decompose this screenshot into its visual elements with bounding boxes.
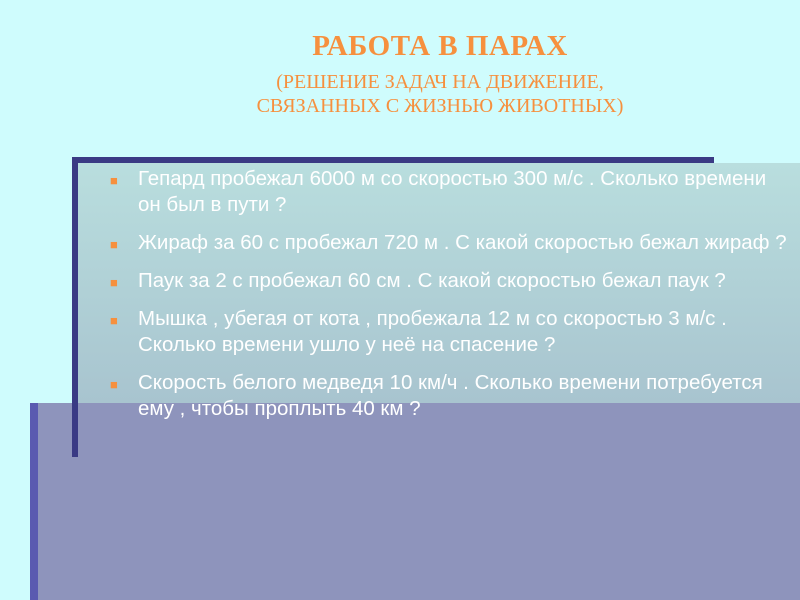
square-bullet-icon: ■ xyxy=(110,275,118,290)
problem-text: Скорость белого медведя 10 км/ч . Сколько времени потребуется ему , чтобы проплыть 40 км ? xyxy=(138,371,763,420)
problem-text: Паук за 2 с пробежал 60 см . С какой скоростью бежал паук ? xyxy=(138,269,726,292)
slide-title: РАБОТА В ПАРАХ xyxy=(312,30,568,62)
problem-item xyxy=(110,370,790,422)
problem-text: Жираф за 60 с пробежал 720 м . С какой скоростью бежал жираф ? xyxy=(138,231,787,254)
square-bullet-icon: ■ xyxy=(110,313,118,328)
square-bullet-icon: ■ xyxy=(110,173,118,188)
decorative-bar-left xyxy=(72,157,78,457)
title-block xyxy=(60,28,800,118)
decorative-bar-left-lower xyxy=(30,403,38,600)
problem-item xyxy=(110,268,790,294)
problem-text: Мышка , убегая от кота , пробежала 12 м со скоростью 3 м/с . Сколько времени ушло у неё на спасение ? xyxy=(138,307,727,356)
subtitle-line-1: (РЕШЕНИЕ ЗАДАЧ НА ДВИЖЕНИЕ, xyxy=(276,71,604,93)
problem-item xyxy=(110,230,790,256)
problem-item xyxy=(110,166,790,218)
square-bullet-icon: ■ xyxy=(110,237,118,252)
square-bullet-icon: ■ xyxy=(110,377,118,392)
slide-subtitle xyxy=(60,70,800,118)
problem-item xyxy=(110,306,790,358)
subtitle-line-2: СВЯЗАННЫХ С ЖИЗНЬЮ ЖИВОТНЫХ) xyxy=(256,95,624,117)
problem-list xyxy=(110,166,790,434)
decorative-bar-top xyxy=(72,157,714,163)
problem-text: Гепард пробежал 6000 м со скоростью 300 м/с . Сколько времени он был в пути ? xyxy=(138,167,767,216)
